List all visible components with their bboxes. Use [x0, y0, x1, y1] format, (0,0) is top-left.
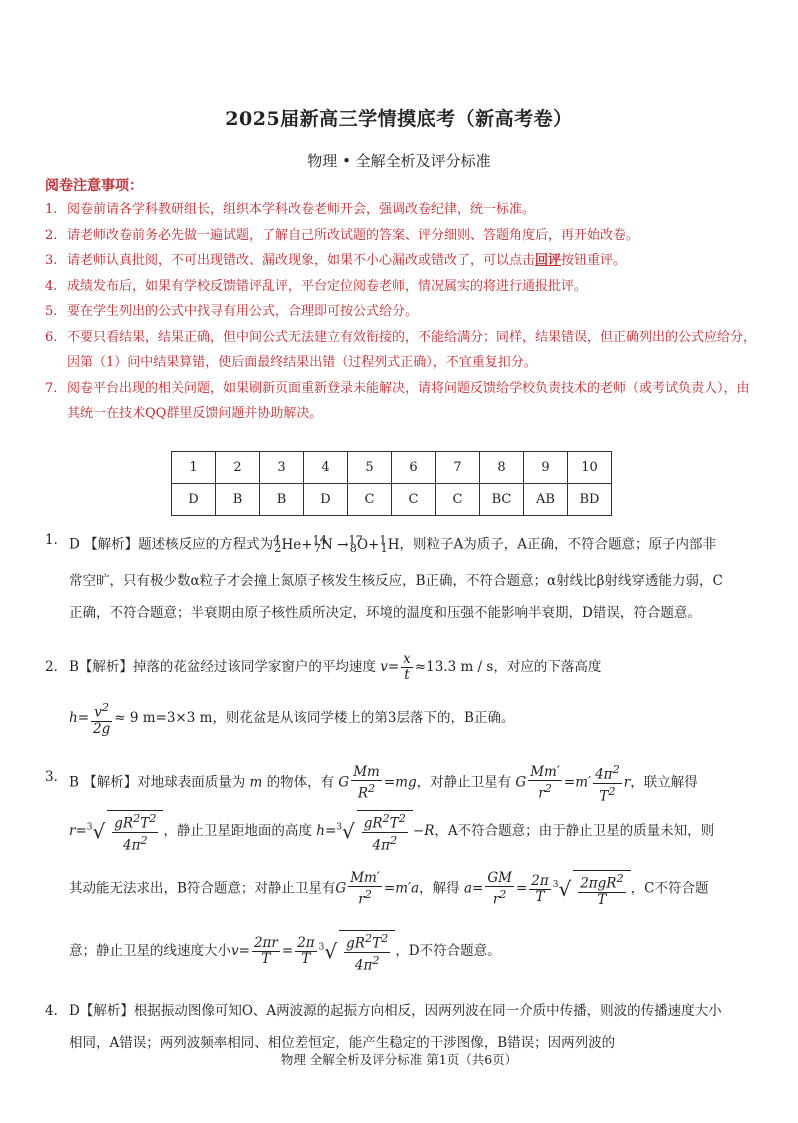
question-number-cell: 1	[172, 452, 216, 484]
review-link[interactable]: 回评	[535, 253, 562, 268]
question-number: 1．	[45, 532, 68, 548]
gravity-formula: $\frac{Mm}{R^2}$	[353, 763, 380, 802]
note-item: 2. 请老师改卷前务必先做一遍试题，了解自己所改试题的答案、评分细则、答题角度后，再开始改卷。	[45, 227, 640, 243]
page-footer: 物理 全解全析及评分标准 第1页（共6页）	[280, 1052, 518, 1067]
answer-cell: BC	[480, 484, 524, 516]
solution-q3: 3． B 【解析】对地球表面质量为 m 的物体，有 G $\frac{Mm}{R^2}$ =mg，对静止卫星有 G $\frac{Mm'}{r^2}$ =m′ $\frac{4\pi^2}{T^2}$ r，联立解得	[45, 763, 698, 804]
question-number-cell: 2	[216, 452, 260, 484]
question-number-cell: 5	[348, 452, 392, 484]
solution-q3-line3: 其动能无法求出，B符合题意；对静止卫星有G $\frac{Mm'}{r^2}$ =m′a，解得 a= $\frac{GM}{r^2}$ = $\frac{2\pi}{T}$ $^3$√ $\frac{2\pi gR^2}{T}$ ，C不符合题	[69, 869, 709, 908]
answer-table-numbers	[172, 452, 612, 484]
answer-cell: B	[216, 484, 260, 516]
solution-q2: 2． B【解析】掉落的花盆经过该同学家窗户的平均速度 v= $\frac{x}{t}$ ≈13.3 m / s，对应的下落高度	[45, 651, 602, 683]
radius-formula: $\frac{gR^2T^2}{4\pi^2}$	[107, 810, 163, 853]
answer-cell: C	[392, 484, 436, 516]
answer-cell: AB	[524, 484, 568, 516]
question-number: 4．	[45, 1003, 68, 1019]
altitude-formula: $\frac{gR^2T^2}{4\pi^2}$	[357, 810, 413, 853]
answer-table	[171, 451, 612, 516]
notes-heading: 阅卷注意事项：	[45, 178, 143, 194]
note-item: 7. 阅卷平台出现的相关问题，如果刷新页面重新登录未能解决，请将问题反馈给学校负责技术的老师（或考试负责人），由其统一在技术QQ群里反馈问题并协助解决。	[45, 380, 750, 421]
note-item: 5. 要在学生列出的公式中找寻有用公式，合理即可按公式给分。	[45, 304, 419, 319]
solution-q2-line2: h= $\frac{v^2}{2g}$ ≈ 9 m=3×3 m，则花盆是从该同学楼上的第3层落下的，B正确。	[69, 701, 515, 737]
answer-cell: C	[436, 484, 480, 516]
solution-q1: 1． D 【解析】题述核反应的方程式为$^4_2$He+$^{14}_7$N →$^{17}_8$O+$^1_1$H，则粒子A为质子，A正确，不符合题意；原子内部非常空旷，只有极少数α粒子才会撞上氮原子核发生核反应，B正确，不符合题意；α射线比β射线穿透能力弱，C正确，不符合题意；半衰期由原子核性质所决定，环境的温度和压强不能影响半衰期，D错误，符合题意。	[69, 524, 729, 629]
note-item: 1. 阅卷前请各学科教研组长，组织本学科改卷老师开会，强调改卷纪律，统一标准。	[45, 202, 536, 217]
question-number-cell: 9	[524, 452, 568, 484]
answer-cell: D	[172, 484, 216, 516]
note-item: 3. 请老师认真批阅，不可出现错改、漏改现象，如果不小心漏改或错改了，可以点击回评按钮重评。	[45, 253, 627, 268]
note-item: 6. 不要只看结果，结果正确，但中间公式无法建立有效衔接的，不能给满分；同样，结果错误，但正确列出的公式应给分，因第（1）问中结果算错，使后面最终结果出错（过程列式正确），不宜重复扣分。	[45, 329, 757, 370]
question-number: 2．	[45, 659, 68, 675]
answer-cell: B	[260, 484, 304, 516]
velocity-formula: $\frac{x}{t}$	[403, 651, 411, 683]
note-item: 4. 成绩发布后，如果有学校反馈错评乱评，平台定位阅卷老师，情况属实的将进行通报批评。	[45, 278, 588, 294]
answer-cell: BD	[568, 484, 612, 516]
solution-q3-line2: r=$^3$√ $\frac{gR^2T^2}{4\pi^2}$ ，静止卫星距地面的高度 h=$^3$√ $\frac{gR^2T^2}{4\pi^2}$ −R，A不符合题意；由于静止卫星的质量未知，则	[69, 812, 715, 853]
answer-table-answers	[172, 484, 612, 516]
question-number-cell: 6	[392, 452, 436, 484]
question-number-cell: 10	[568, 452, 612, 484]
acceleration-formula: $\frac{GM}{r^2}$	[487, 869, 512, 908]
solution-q4: 4． D【解析】根据振动图像可知O、A两波源的起振方向相反，因两列波在同一介质中传播，则波的传播速度大小相同，A错误；两列波频率相同、相位差恒定，能产生稳定的干涉图像，B错误；因两列波的	[69, 995, 729, 1059]
answer-cell: C	[348, 484, 392, 516]
question-number-cell: 3	[260, 452, 304, 484]
linear-velocity-formula: $\frac{2\pi r}{T}$	[253, 935, 278, 967]
question-number-cell: 7	[436, 452, 480, 484]
height-formula: $\frac{v^2}{2g}$	[93, 701, 111, 737]
notes-list	[45, 197, 760, 427]
page-subtitle: 物理 • 全解全析及评分标准	[307, 152, 491, 170]
page-title: 2025届新高三学情摸底考（新高考卷）	[225, 108, 573, 130]
solution-q3-line4: 意；静止卫星的线速度大小v= $\frac{2\pi r}{T}$ = $\frac{2\pi}{T}$ $^3$√ $\frac{gR^2T^2}{4\pi^2}$ ，D不符合题意。	[69, 932, 501, 973]
nuclear-equation: $^4_2$He+$^{14}_7$N →$^{17}_8$O+$^1_1$H	[273, 533, 400, 556]
orbit-formula: $\frac{Mm'}{r^2}$	[530, 763, 560, 802]
question-number-cell: 4	[304, 452, 348, 484]
question-number-cell: 8	[480, 452, 524, 484]
answer-cell: D	[304, 484, 348, 516]
question-number: 3．	[45, 769, 68, 785]
